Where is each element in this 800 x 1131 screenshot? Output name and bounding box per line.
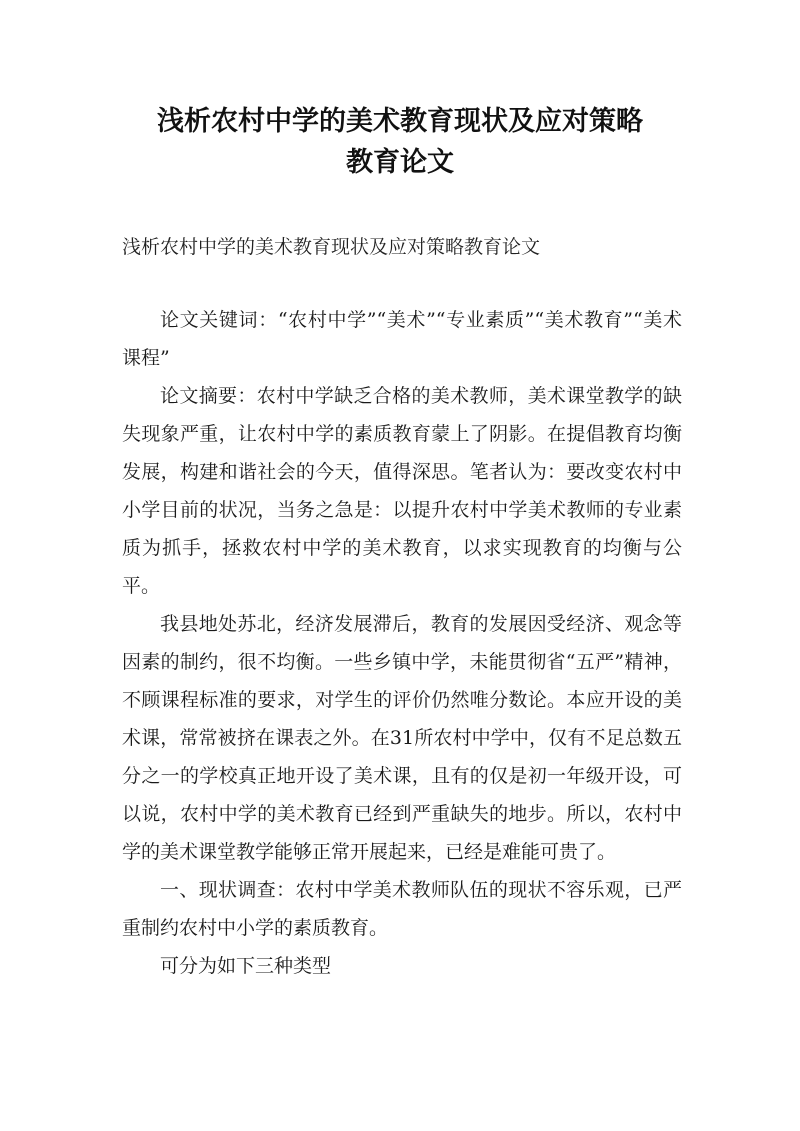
document-subtitle: 浅析农村中学的美术教育现状及应对策略教育论文 — [122, 236, 541, 258]
paragraph-section-one: 一、现状调查：农村中学美术教师队伍的现状不容乐观，已严重制约农村中小学的素质教育。 — [122, 879, 682, 939]
paragraph-background: 我县地处苏北，经济发展滞后，教育的发展因受经济、观念等因素的制约，很不均衡。一些乡镇中学，未能贯彻省“五严”精神，不顾课程标准的要求，对学生的评价仍然唯分数论。本应开设的美术课，常常被挤在课表之外。在31所农村中学中，仅有不足总数五分之一的学校真正地开设了美术课，且有的仅是初一年级开设，可以说，农村中学的美术教育已经到严重缺失的地步。所以，农村中学的美术课堂教学能够正常开展起来，已经是难能可贵了。 — [122, 613, 682, 863]
paragraph-types-intro: 可分为如下三种类型 — [160, 955, 332, 977]
document-title-line-2: 教育论文 — [346, 147, 454, 178]
document-body — [122, 301, 682, 985]
paragraph-keywords: 论文关键词：“农村中学”“美术”“专业素质”“美术教育”“美术课程” — [122, 309, 682, 369]
document-title-line-1: 浅析农村中学的美术教育现状及应对策略 — [157, 106, 643, 137]
paragraph-abstract: 论文摘要：农村中学缺乏合格的美术教师，美术课堂教学的缺失现象严重，让农村中学的素质教育蒙上了阴影。在提倡教育均衡发展，构建和谐社会的今天，值得深思。笔者认为：要改变农村中小学目前的状况，当务之急是：以提升农村中学美术教师的专业素质为抓手，拯救农村中学的美术教育，以求实现教育的均衡与公平。 — [122, 385, 682, 597]
